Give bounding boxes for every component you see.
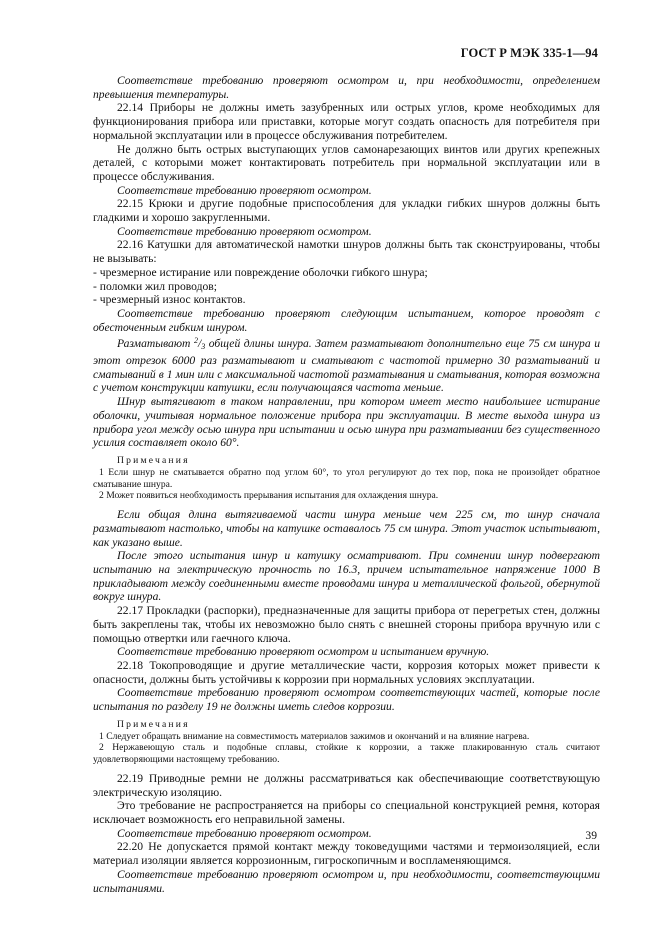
clause-22-18: 22.18 Токопроводящие и другие металлические части, коррозия которых может привести к опасности, должны быть устойчивы к коррозии при нормальных условиях эксплуатации. [93,658,600,686]
clause-paragraph: Не должно быть острых выступающих углов самонарезающих винтов или других крепежных деталей, с которыми может контактировать потребитель при нормальной эксплуатации или в процессе обслуживания. [93,142,600,183]
note-item: 2 Может появиться необходимость прерывания испытания для охлаждения шнура. [99,490,439,502]
test-procedure: Шнур вытягивают в таком направлении, при котором имеет место наибольшее истирание оболочки, учитывая нормальное положение прибора при эксплуатации. В месте выхода шнура из прибора угол между осью шнура при испытании и осью шнура при разматывании без существенного усилия составляет около 60°. [93,395,600,450]
notes-heading: Примечания [117,718,190,730]
fraction-numerator: 2 [193,336,198,346]
clause-22-20: 22.20 Не допускается прямой контакт между токоведущими частями и термоизоляцией, если материал изоляции является коррозионным, гигроскопичным и воспламеняющимся. [93,840,600,868]
note-item: 2 Нержавеющую сталь и подобные сплавы, стойкие к коррозии, а также плакированную сталь считают удовлетворяющими настоящему требованию. [93,742,600,766]
test-procedure: После этого испытания шнур и катушку осматривают. При сомнении шнур подвергают испытанию на электрическую прочность по 16.3, причем испытательное напряжение 1000 В прикладывают между соединенными вместе проводами шнура и металлической фольгой, обернутой вокруг шнура. [93,549,600,604]
test-body: общей длины шнура. Затем разматывают дополнительно еще 75 см шнура и этот отрезок 6000 раз разматывают и сматывают с частотой примерно 30 разматываний и сматываний в 1 мин или с максимальной частотой разматывания и сматывания, которая возможна с учетом конструкции катушки, если получающаяся частота меньше. [93,337,600,395]
fraction-denominator: 3 [201,342,206,352]
clause-22-14: 22.14 Приборы не должны иметь зазубренных или острых углов, кроме необходимых для функционирования прибора или приставки, которые могут создать опасность для потребителя при нормальной эксплуатации или в процессе обслуживания потребителем. [93,101,600,142]
document-body [93,74,600,895]
clause-paragraph: Это требование не распространяется на приборы со специальной конструкцией ремня, которая исключает возможность его неправильной замены. [93,799,600,827]
clause-22-19: 22.19 Приводные ремни не должны рассматриваться как обеспечивающие соответствующую электрическую изоляцию. [93,771,600,799]
test-procedure [93,334,600,395]
compliance-text: Соответствие требованию проверяют осмотром и, при необходимости, соответствующими испытаниями. [93,867,600,895]
compliance-text: Соответствие требованию проверяют осмотром и, при необходимости, определением превышения температуры. [93,74,600,101]
test-lead: Разматывают [117,337,191,351]
compliance-text: Соответствие требованию проверяют осмотром. [117,826,372,840]
list-item: - чрезмерное истирание или повреждение оболочки гибкого шнура; [93,265,428,279]
standard-header: ГОСТ Р МЭК 335-1—94 [460,46,598,60]
test-procedure: Если общая длина вытягиваемой части шнура меньше чем 225 см, то шнур сначала разматывают настолько, чтобы на катушке оставалось 75 см шнура. Этот участок испытывают, как указано выше. [93,508,600,549]
clause-22-15: 22.15 Крюки и другие подобные приспособления для укладки гибких шнуров должны быть гладкими и хорошо закругленными. [93,197,600,225]
compliance-text: Соответствие требованию проверяют осмотром. [117,224,372,238]
notes-heading: Примечания [117,454,190,466]
clause-22-16: 22.16 Катушки для автоматической намотки шнуров должны быть так сконструированы, чтобы не вызывать: [93,238,600,266]
list-item: - поломки жил проводов; [93,279,217,293]
compliance-text: Соответствие требованию проверяют следующим испытанием, которое проводят с обесточенным гибким шнуром. [93,306,600,334]
compliance-text: Соответствие требованию проверяют осмотром. [117,183,372,197]
note-item: 1 Если шнур не сматывается обратно под углом 60°, то угол регулируют до тех пор, пока не произойдет обратное сматывание шнура. [93,466,600,490]
page-number: 39 [585,829,597,842]
compliance-text: Соответствие требованию проверяют осмотром соответствующих частей, которые после испытания по разделу 19 не должны иметь следов коррозии. [93,686,600,714]
list-item: - чрезмерный износ контактов. [93,293,246,307]
clause-22-17: 22.17 Прокладки (распорки), предназначенные для защиты прибора от перегретых стен, должны быть закреплены так, чтобы их невозможно было снять с внешней стороны прибора вручную или с помощью отвертки или гаечного ключа. [93,604,600,645]
fraction: $^2/_3$ [193,336,206,352]
note-item: 1 Следует обращать внимание на совместимость материалов зажимов и окончаний и на влияние нагрева. [99,730,530,742]
compliance-text: Соответствие требованию проверяют осмотром и испытанием вручную. [117,645,490,659]
